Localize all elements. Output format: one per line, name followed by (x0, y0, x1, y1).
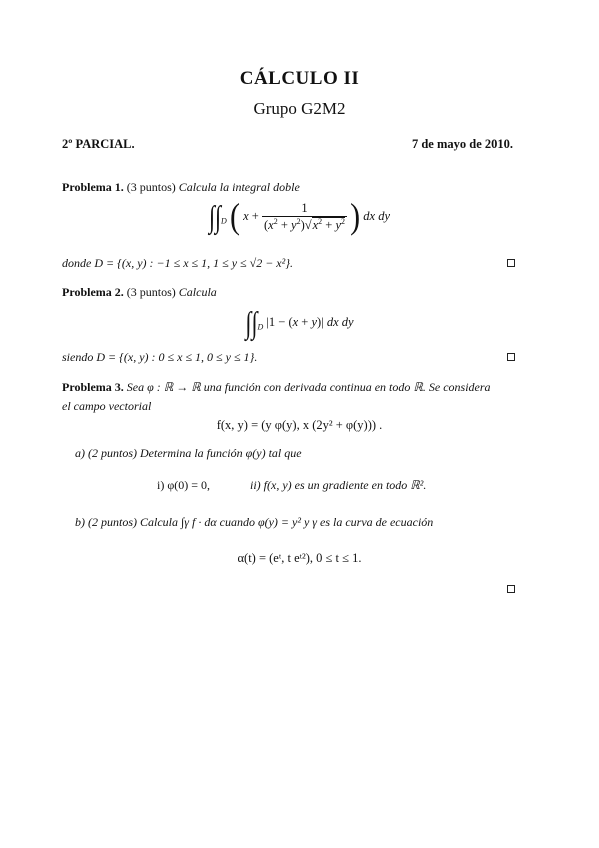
problem-1-integral: $\int\int_D$ ( x + $\frac{1}{(x^2 + y^2)√x^2 + y^2}$ ) dx dy (208, 196, 391, 237)
part-a: a) (2 puntos) Determina la función φ(y) tal que (75, 446, 302, 460)
exam-label: 2º PARCIAL. (62, 137, 135, 151)
qed-square (507, 259, 515, 267)
qed-square (507, 585, 515, 593)
document-title: CÁLCULO II (239, 68, 360, 89)
problem-points: (3 puntos) (126, 180, 176, 194)
part-a-i: i) φ(0) = 0, (157, 478, 211, 492)
problem-statement: Calcula (178, 285, 217, 299)
problem-3-heading (62, 380, 491, 395)
problem-2-integral: $\int\int_D$ |1 − (x + y)| dx dy (245, 304, 354, 340)
problem-points: (3 puntos) (126, 285, 176, 299)
problem-1-heading (62, 180, 300, 195)
problem-label: Problema 3. (62, 380, 124, 394)
qed-square (507, 353, 515, 361)
problem-2-heading (62, 285, 217, 300)
group-subtitle: Grupo G2M2 (253, 99, 346, 118)
problem-label: Problema 2. (62, 285, 124, 299)
vector-field-formula: f(x, y) = (y φ(y), x (2y² + φ(y))) . (216, 418, 383, 432)
part-b: b) (2 puntos) Calcula ∫γ f · dα cuando φ(y) = y² y γ es la curva de ecuación (75, 515, 434, 529)
problem-3-intro-line2: el campo vectorial (62, 399, 152, 413)
part-a-ii: ii) f(x, y) es un gradiente en todo ℝ². (250, 478, 427, 492)
problem-statement: Calcula la integral doble (178, 180, 300, 194)
curve-equation: α(t) = (eᵗ, t eᵗ²), 0 ≤ t ≤ 1. (237, 551, 362, 565)
problem-2-domain: siendo D = {(x, y) : 0 ≤ x ≤ 1, 0 ≤ y ≤ 1}. (62, 350, 258, 364)
problem-intro: Sea φ : ℝ → ℝ una función con derivada continua en todo ℝ. Se considera (126, 380, 491, 394)
exam-date: 7 de mayo de 2010. (411, 137, 513, 151)
problem-1-domain: donde D = {(x, y) : −1 ≤ x ≤ 1, 1 ≤ y ≤ √2 − x²}. (62, 256, 294, 270)
problem-label: Problema 1. (62, 180, 124, 194)
